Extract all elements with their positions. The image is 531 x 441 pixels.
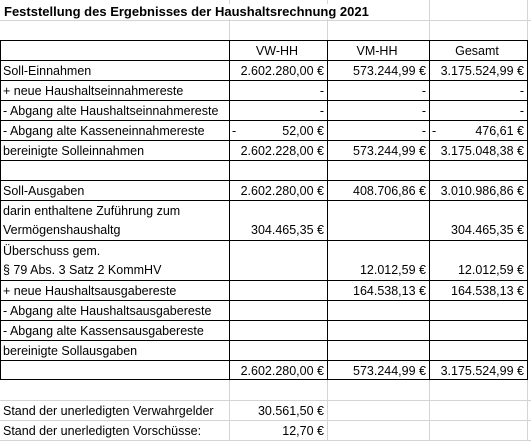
column-header-vm: VM-HH — [356, 44, 398, 58]
cell-vw: 52,00 € — [282, 124, 324, 138]
cell-vw: 2.602.228,00 € — [240, 144, 324, 158]
cell-vm: 164.538,13 € — [353, 284, 426, 298]
gridline — [0, 20, 531, 21]
column-header-gesamt: Gesamt — [455, 44, 499, 58]
row-label: + neue Haushaltseinnahmereste — [3, 84, 184, 98]
row-label: + neue Haushaltsausgabereste — [3, 284, 177, 298]
cell-vw: - — [319, 104, 324, 118]
cell-vm: 573.244,99 € — [353, 144, 426, 158]
footer-value-vorschuesse: 12,70 € — [282, 424, 324, 438]
cell-vw: 2.602.280,00 € — [240, 64, 324, 78]
row-label: bereinigte Solleinnahmen — [3, 144, 145, 158]
cell-gesamt: 3.175.048,38 € — [440, 144, 524, 158]
cell-vm: 12.012,59 € — [359, 263, 426, 277]
row-label-line2: § 79 Abs. 3 Satz 2 KommHV — [3, 263, 162, 277]
row-label: darin enthaltene Zuführung zum — [3, 204, 181, 218]
row-label: - Abgang alte Kassensausgabereste — [3, 324, 204, 338]
cell-gesamt: 3.010.986,86 € — [440, 184, 524, 198]
cell-gesamt: 304.465,35 € — [451, 223, 524, 237]
cell-vw: - — [319, 84, 324, 98]
footer-label-verwahrgelder: Stand der unerledigten Verwahrgelder — [3, 404, 214, 418]
footer-value-verwahrgelder: 30.561,50 € — [257, 404, 324, 418]
cell-vm: 408.706,86 € — [353, 184, 426, 198]
page-title: Feststellung des Ergebnisses der Haushaltsrechnung 2021 — [4, 4, 373, 19]
cell-vw — [230, 260, 324, 280]
cell-gesamt: 12.012,59 € — [457, 263, 524, 277]
cell-vm: - — [421, 124, 426, 138]
cell-vw-sign: - — [232, 124, 237, 138]
cell-gesamt: - — [519, 104, 524, 118]
cell-vw: 304.465,35 € — [251, 223, 324, 237]
cell-gesamt-sign: - — [432, 124, 437, 138]
row-label: Soll-Ausgaben — [3, 184, 85, 198]
cell-vm: - — [421, 84, 426, 98]
row-label: Überschuss gem. — [3, 244, 101, 258]
total-vw: 2.602.280,00 € — [240, 364, 324, 378]
cell-vm: 573.244,99 € — [353, 64, 426, 78]
row-label: - Abgang alte Haushaltsausgabereste — [3, 304, 212, 318]
cell-gesamt: 3.175.524,99 € — [440, 64, 524, 78]
cell-gesamt: 476,61 € — [475, 124, 524, 138]
row-label-line2: Vermögenshaushaltg — [3, 223, 121, 237]
cell-gesamt: - — [519, 84, 524, 98]
total-vm: 573.244,99 € — [353, 364, 426, 378]
row-label: bereinigte Sollausgaben — [3, 344, 138, 358]
cell-gesamt: 164.538,13 € — [451, 284, 524, 298]
cell-vm — [328, 220, 426, 240]
row-label: - Abgang alte Kasseneinnahmereste — [3, 124, 205, 138]
cell-vm: - — [421, 104, 426, 118]
cell-vw: 2.602.280,00 € — [240, 184, 324, 198]
column-header-vw: VW-HH — [255, 44, 299, 58]
row-label: - Abgang alte Haushaltseinnahmereste — [3, 104, 219, 118]
row-label: Soll-Einnahmen — [3, 64, 92, 78]
total-gesamt: 3.175.524,99 € — [440, 364, 524, 378]
cell-vw — [230, 281, 324, 301]
footer-label-vorschuesse: Stand der unerledigten Vorschüsse: — [3, 424, 202, 438]
